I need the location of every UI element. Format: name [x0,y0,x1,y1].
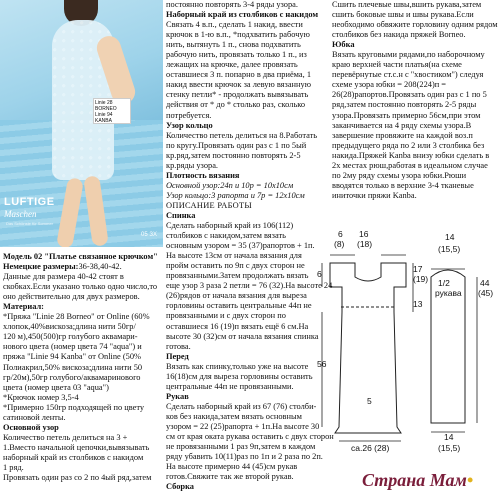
section-heading: ОПИСАНИЕ РАБОТЫ [166,200,253,210]
section-heading: Юбка [332,40,355,50]
dim-label: 17 [413,264,423,274]
text-line: завершение провяжите на каждой воз.п [332,130,473,140]
text-line: нить, вытянуть 1 п., снова подхватить [166,40,301,50]
dim-label: (45) [478,288,494,298]
text-line: Немецкие размеры:36-38,40-42. [3,262,122,272]
text-line: сшить боковые швы и швы рукава.Если [332,10,474,20]
text-line: Количество петель делиться на 8.Работать [166,130,318,140]
text-line: ряд,затем постоянно повторять 2-5 ряды [332,100,477,110]
text-line: сатиновой ленты. [3,412,66,422]
text-line: *Пряжа "Linie 28 Borneo" от Online (60% [3,312,150,322]
text-line: Количество петель делиться на 3 + [3,432,128,442]
text-line: столбиков без накида пряжей Borneo. [332,30,466,40]
text-line: лежащих на крючке, далее провязать [166,60,298,70]
text-line: нового цвета (номер цвета 74 "aqua") и [3,342,142,352]
dim-label: 6 [338,229,343,239]
text-line: постоянно повторять 3-4 ряды узора. [166,0,298,9]
model-photo [0,0,163,247]
text-line: пройм оставить по 9п с двух сторон не [166,261,305,271]
text-line: иниточки пряжи Kanba. [332,190,417,200]
text-line: по кругу.Провязать один раз с 1 по 5ый [166,140,307,150]
dim-label: (18) [357,239,373,249]
dim-label: (8) [334,239,345,249]
text-line: столбиков с накидом,затем вязать [166,231,286,241]
dim-label: 44 [480,278,490,288]
text-line: оно действительно для двух размеров. [3,292,140,302]
dim-label: 13 [413,299,423,309]
model-title: Модель 02 "Платье связанное крючком" [3,252,158,261]
text-line: ряду убавить 10(11)раз по 1п и 2 раза по 2п. [166,452,323,462]
text-line: см от края оката рукава оставить с двух сторон [166,432,334,442]
text-line: 26(28)рапортов.Провязать один раз с 1 по 5 [332,90,487,100]
dim-label: 14 [444,432,454,442]
text-line: узором = 22 (25)рапорта + 1п.На высоте 30 [166,421,320,431]
text-line: Связать 4 в.п., сделать 1 накид, ввести [166,20,303,30]
text-line: готов.Свяжите так же второй рукав. [166,472,294,482]
card-line: Linie 28 BORNEO [95,100,117,112]
text-line: высоте 30 (32)см от начала вязания спинка [166,331,319,341]
text-line: готова. [166,341,191,351]
text-line: не провязанными 1 раз 9п,затем в каждом [166,442,316,452]
dim-label: 5 [367,396,372,406]
card-line: Linie 94 KANBA [95,112,113,124]
text-line: необходимо обвяжите горловину одним рядом [332,20,498,30]
text-line: 1 ряд. [3,462,24,472]
text-line: по 2му ряду схемы узора юбки.Рюши [332,170,467,180]
section-heading: Спинка [166,210,196,220]
text-line: Данные для размера 40-42 стоят в [3,272,124,282]
section-heading: Материал: [3,302,44,312]
text-line: рабочую нить, провязать только 1 п., из [166,50,307,60]
text-line: Сделать наборный край из 106(112) [166,221,294,231]
dim-label: 1/2 [438,278,450,288]
column-assembly [332,0,500,201]
text-line: На высоте примерно 44 (45)см рукав [166,462,298,472]
dim-label: (15,5) [438,443,461,453]
text-line: оставшиеся 3 п. попарно в два приёма, 1 [166,70,312,80]
brand-title: LUFTIGE [4,196,55,208]
text-line: хлопок,40%вискоза;длина нити 50гр/ [3,322,136,332]
section-heading: Основной узор [3,422,59,432]
text-line: заканчивается на 4 ряду схемы узора.В [332,120,472,130]
dim-label: ca.26 (28) [351,443,390,453]
section-heading: Наборный край из столбиков с накидом [166,10,319,20]
dim-label: 16 [359,229,369,239]
yarn-label-card [93,98,131,124]
text-line: Вязать как спинку,только уже на высоте [166,361,309,371]
dim-label: рукава [435,288,462,298]
text-line: оставшиеся 16 (19)п вязать ещё 6 см.На [166,321,309,331]
text-line: цвета (номер цвета 03 "aqua") [3,382,109,392]
dim-label: 14 [445,232,455,242]
text-line: центральные 44п не провязанными. [166,381,294,391]
text-line: стенку петли* - продолжать вывязывать [166,90,309,100]
text-line: кр.ряд,затем постоянно повторять 2-5 [166,150,301,160]
text-line: накид ввести крючок за левую вязанную [166,80,311,90]
text-line: вводятся только в верхние 3-4 тканевые [332,180,474,190]
text-line: 1.Вместо начальной цепочки,вывязывать [3,442,150,452]
dim-label: (15,5) [438,244,461,254]
text-line: 16(18)см для выреза горловины оставить [166,371,313,381]
text-line: Полиакрил,50% вискоза;длина нити 50 [3,362,143,372]
text-line: перевёрнутые ст.с.н с "хвостиком") следуя [332,70,484,80]
text-line: крючок в 1-ю в.п., *подхватить рабочую [166,30,310,40]
text-line: *Примерно 150гр подходящей по цвету [3,402,145,412]
column-materials [3,252,163,483]
brand-subtitle: Maschen [4,209,37,219]
text-line: накида.Пряжей Kanba внизу юбки сделать в [332,150,490,160]
section-heading: Плотность вязания [166,170,240,180]
pattern-schematic [317,227,500,462]
section-heading: Узор кольцо [166,120,213,130]
text-line: Вязать круговыми рядами,по наборочному [332,50,485,60]
text-line: узора.Провязать примерно 56см,при этом [332,110,481,120]
text-line: схеме узора юбки = 208(224)п = [332,80,447,90]
text-line: основным узором = 35 (37)рапортов + 1п. [166,241,315,251]
text-line: 2х местах рюш,работая в идеальном случае [332,160,488,170]
page-number: 05 ЗХ [141,232,157,238]
text-line: наборный край из столбиков с накидом [3,452,144,462]
text-line: На высоте 13см от начала вязания для [166,251,302,261]
site-watermark: Страна Мам• [362,470,474,490]
dimension-lines [322,255,477,441]
text-line: ков без накида,затем вязать основным [166,411,302,421]
text-line: гр/20м),50гр голубого/аквамаринового [3,372,141,382]
text-line: провязанными.Затем продолжать вязать [166,271,309,281]
text-line: краю верхней части платья(на схеме [332,60,462,70]
section-heading: Перед [166,351,189,361]
text-line: действия от * до * столько раз, сколько [166,100,306,110]
section-heading: Рукав [166,391,189,401]
text-line: Провязать один раз со 2 по 4ый ряд,затем [3,473,152,483]
text-line: 120 м),450(500)гр голубого аквамари- [3,332,138,342]
text-line: Основной узор:24п и 10р = 10x10см [166,180,294,190]
text-line: кр.ряды узора. [166,160,219,170]
text-line: провязанными и с двух сторон по [166,311,286,321]
text-line: *Крючок номер 3,5-4 [3,392,79,402]
dim-label: (19) [413,274,429,284]
text-line: скобках.Если указано только одно число,то [3,282,158,292]
column-instructions [166,0,334,492]
dim-label: 6 [317,269,322,279]
text-line: предыдущего ряда по 2 или 3 столбика без [332,140,485,150]
text-line: еще узор 3 раза 2 петли = 76 (32).На высоте 24 [166,281,333,291]
text-line: Сшить плечевые швы,вшить рукава,затем [332,0,482,9]
brand-tagline: Das Schönste für Sommer [6,221,53,226]
text-line: пряжа "Linie 94 Kanba" от Online (50% [3,352,142,362]
text-line: (26)рядов от начала вязания для выреза [166,291,307,301]
dim-label: 56 [317,359,327,369]
text-line: Узор кольцо:3 рапорта и 7р = 12x10см [166,190,305,200]
section-heading: Сборка [166,482,194,492]
body-outline [330,263,406,433]
text-line: горловины оставить центральные 44п не [166,301,312,311]
text-line: потребуется. [166,110,212,120]
text-line: Сделать наборный край из 67 (76) столби- [166,401,317,411]
